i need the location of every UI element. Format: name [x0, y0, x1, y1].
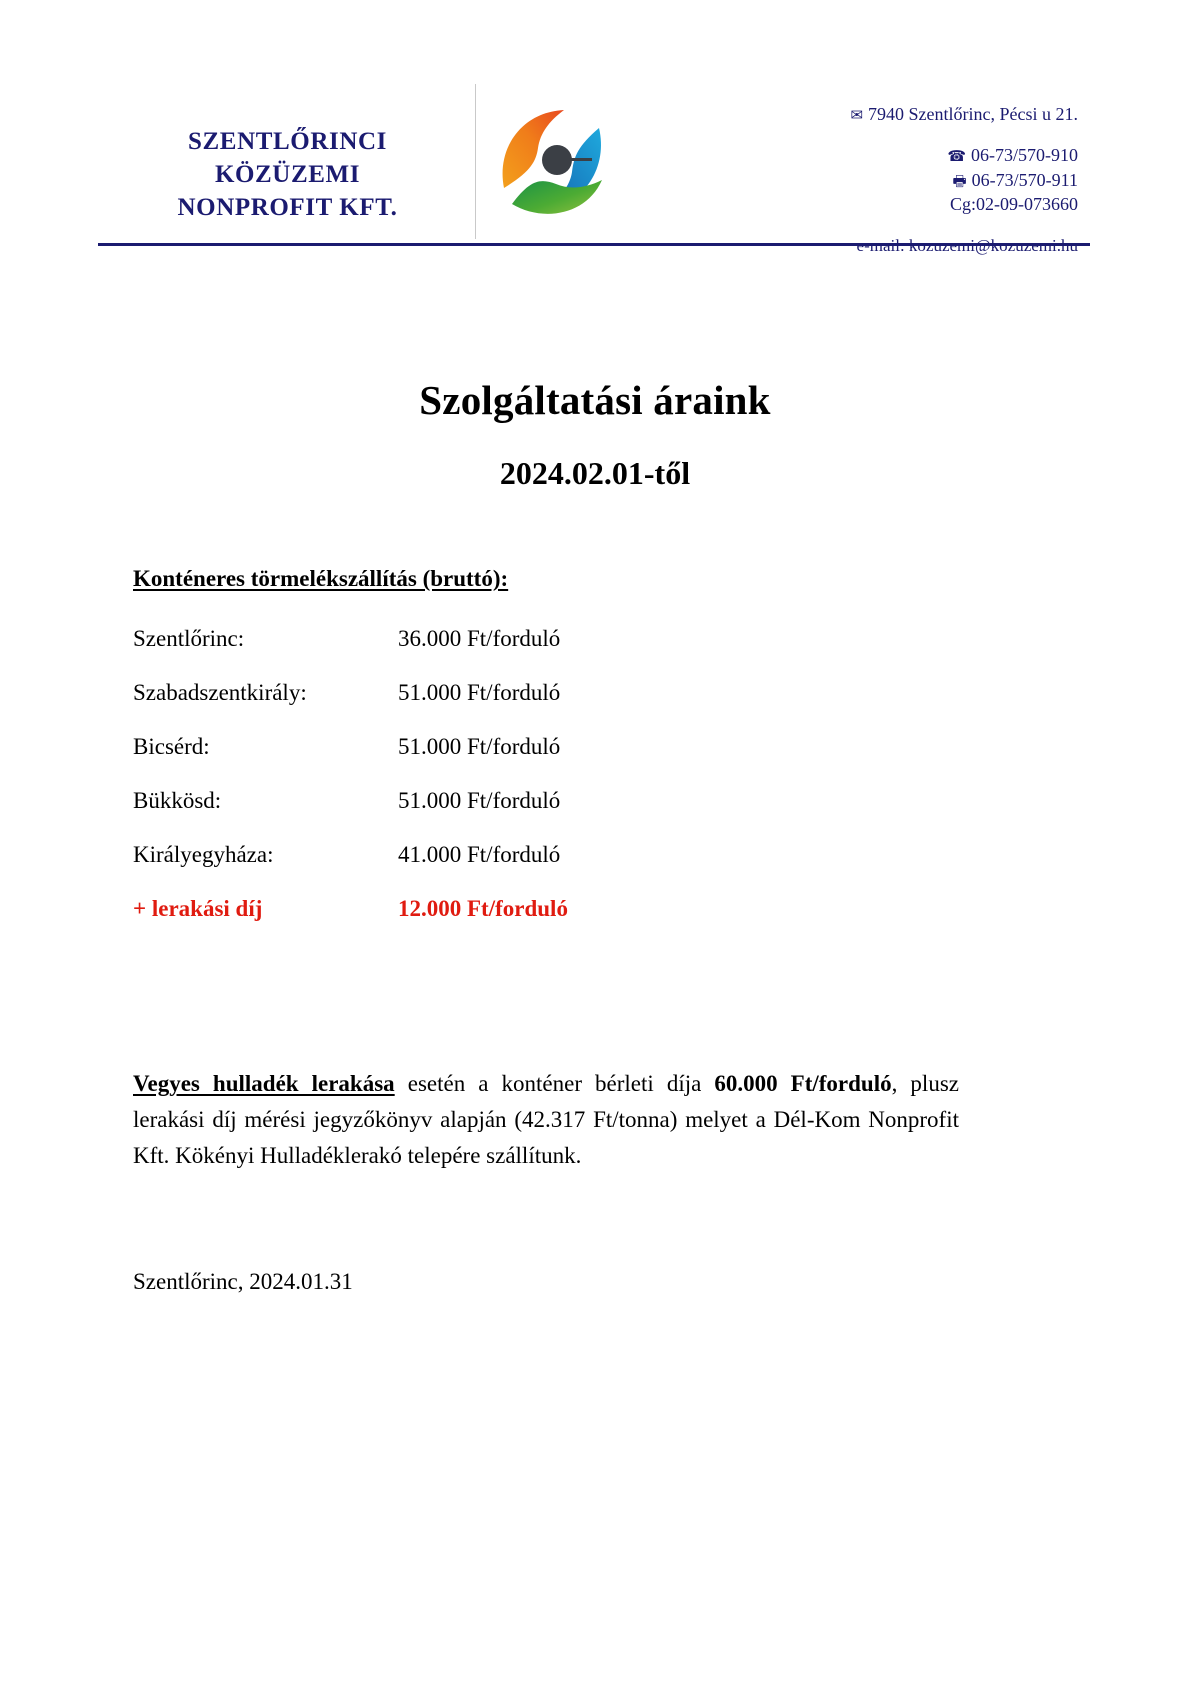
envelope-icon: ✉: [850, 108, 864, 124]
price-row: [133, 626, 693, 652]
price-amount: 51.000 Ft/forduló: [398, 788, 561, 813]
disposal-fee-label: + lerakási díj: [133, 896, 263, 921]
price-location: Királyegyháza:: [133, 842, 274, 867]
price-section-heading: Konténeres törmelékszállítás (bruttó):: [133, 566, 509, 591]
price-row: [133, 788, 693, 814]
pinwheel-logo-icon: [482, 92, 610, 224]
price-location: Bicsérd:: [133, 734, 210, 759]
company-name-line-3: NONPROFIT KFT.: [177, 194, 398, 221]
logo-petal-green: [512, 180, 602, 214]
contact-phone: 06-73/570-910: [971, 144, 1078, 165]
company-name-block: [100, 84, 475, 239]
logo-center-stem: [570, 158, 592, 161]
price-location: Szentlőrinc:: [133, 626, 245, 651]
page-title: Szolgáltatási áraink: [419, 377, 771, 423]
contact-phone-line: [947, 143, 1078, 168]
paragraph-lead-term: Vegyes hulladék lerakása: [133, 1071, 395, 1096]
paragraph-bold-price: 60.000 Ft/forduló: [714, 1071, 892, 1096]
header-divider: [98, 243, 1090, 246]
page-subtitle: 2024.02.01-től: [499, 455, 691, 491]
price-row: [133, 734, 693, 760]
contact-address: 7940 Szentlőrinc, Pécsi u 21.: [868, 104, 1078, 124]
price-amount: 41.000 Ft/forduló: [398, 842, 561, 867]
price-location: Bükkösd:: [133, 788, 222, 813]
price-row: [133, 680, 693, 706]
price-amount: 51.000 Ft/forduló: [398, 734, 561, 759]
contact-info: [615, 84, 1090, 256]
mixed-waste-paragraph: [133, 1066, 959, 1174]
contact-fax: 06-73/570-911: [971, 169, 1078, 190]
paragraph-text-1: esetén a konténer bérleti díja: [394, 1071, 715, 1096]
contact-fax-line: [953, 168, 1079, 193]
paragraph-text-2: , plusz lerakási díj mérési jegyzőkönyv alapján (42.317 Ft/tonna) melyet a Dél-Kom Nonprofit Kft. Kökényi Hulladéklerakó telepére szállítunk.: [133, 1071, 959, 1169]
company-name-line-2: KÖZÜZEMI: [214, 161, 361, 188]
logo-center-dot: [542, 145, 572, 175]
phone-icon: ☎: [947, 148, 966, 165]
contact-email[interactable]: e-mail: kozuzemi@kozuzemi.hu: [856, 236, 1078, 256]
fax-icon: 🖶: [952, 173, 967, 190]
disposal-fee-row: [133, 896, 693, 922]
company-logo: [475, 84, 615, 239]
price-location: Szabadszentkirály:: [133, 680, 307, 705]
price-section: [133, 566, 1013, 922]
letterhead: [100, 84, 1090, 256]
price-amount: 36.000 Ft/forduló: [398, 626, 561, 651]
contact-address-line: [850, 102, 1078, 127]
price-amount: 51.000 Ft/forduló: [398, 680, 561, 705]
contact-registration: Cg:02-09-073660: [950, 194, 1078, 215]
price-table: [133, 626, 693, 922]
company-name-line-1: SZENTLŐRINCI: [188, 128, 387, 155]
place-and-date: Szentlőrinc, 2024.01.31: [133, 1269, 353, 1294]
price-row: [133, 842, 693, 868]
disposal-fee-amount: 12.000 Ft/forduló: [398, 896, 568, 921]
